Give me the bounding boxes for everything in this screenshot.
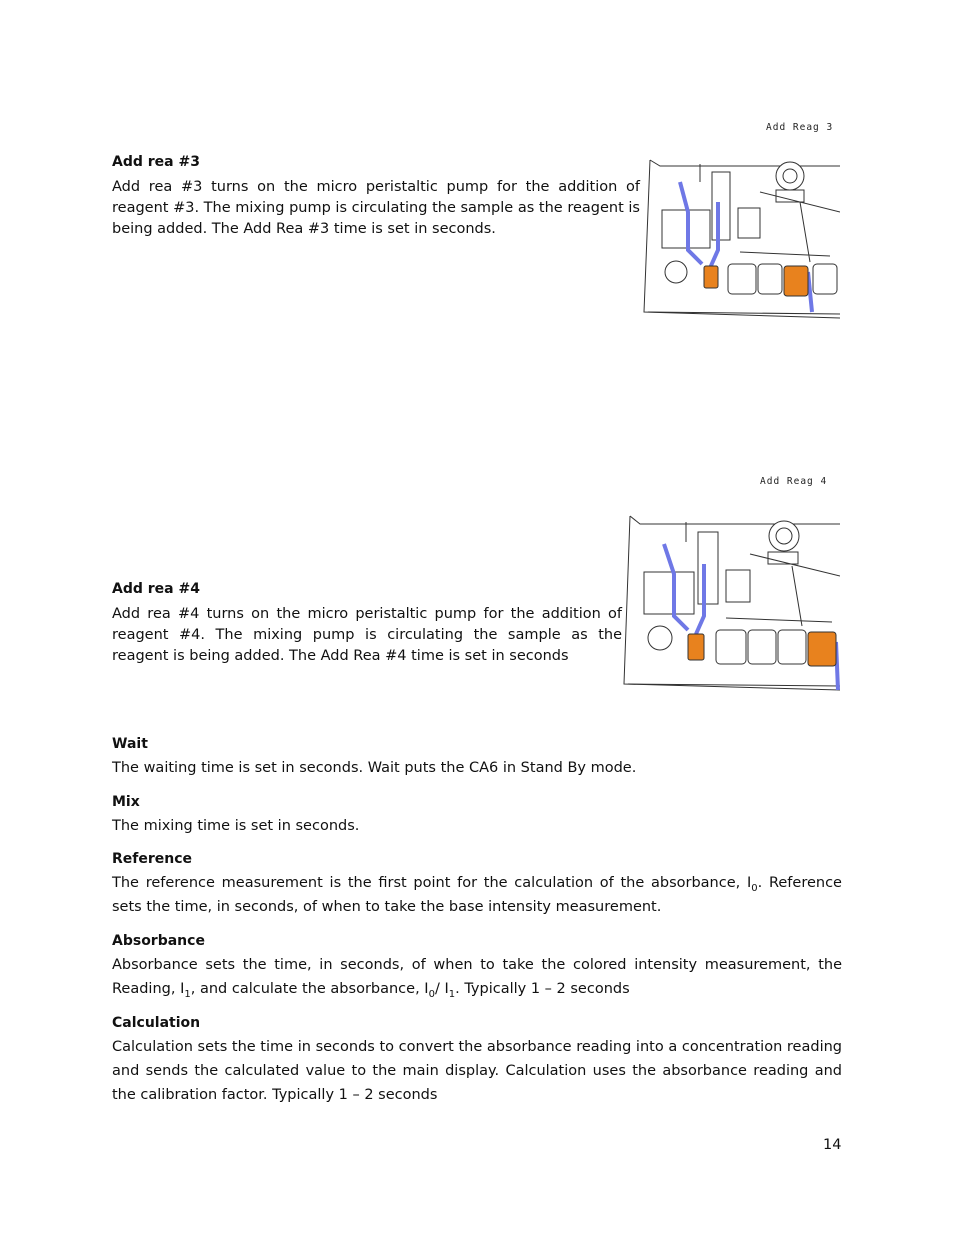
heading-add-rea-4: Add rea #4	[112, 581, 200, 597]
heading-calculation: Calculation	[112, 1015, 201, 1031]
paragraph-absorbance	[112, 953, 842, 1001]
absorbance-text-c: / I	[434, 981, 449, 997]
figure-caption-add-reag-4: Add Reag 4	[760, 476, 828, 487]
reference-text-b: . Reference sets the time, in seconds, of when to take the base intensity measurement.	[112, 875, 842, 915]
page-number: 14	[823, 1137, 842, 1153]
heading-add-rea-3: Add rea #3	[112, 154, 200, 170]
absorbance-text-d: . Typically 1 – 2 seconds	[455, 981, 630, 997]
subscript-one: 1	[184, 988, 191, 1000]
pump-highlight-left	[704, 266, 718, 288]
pump-highlight-right	[784, 266, 808, 296]
reference-text-a: The reference measurement is the first point for the calculation of the absorbance, I	[112, 875, 752, 891]
paragraph-wait: The waiting time is set in seconds. Wait puts the CA6 in Stand By mode.	[112, 760, 637, 776]
absorbance-text-a: Absorbance sets the time, in seconds, of when to take the colored intensity measurement, the Reading, I	[112, 957, 842, 997]
paragraph-reference	[112, 871, 842, 919]
subscript-one: 1	[448, 988, 456, 1000]
figure-caption-add-reag-3: Add Reag 3	[766, 122, 834, 133]
paragraph-add-rea-3: Add rea #3 turns on the micro peristaltic pump for the addition of reagent #3. The mixing pump is circulating the sample as the reagent is being added. The Add Rea #3 time is set in seconds.	[112, 179, 640, 237]
paragraph-calculation: Calculation sets the time in seconds to convert the absorbance reading into a concentration reading and sends the calculated value to the main display. Calculation uses the absorbance reading and the calibration factor. Typically 1 – 2 seconds	[112, 1039, 842, 1103]
pump-highlight-left	[688, 634, 704, 660]
heading-absorbance: Absorbance	[112, 933, 205, 949]
pump-highlight-right	[808, 632, 836, 666]
paragraph-add-rea-4: Add rea #4 turns on the micro peristaltic pump for the addition of reagent #4. The mixing pump is circulating the sample as the reagent is being added. The Add Rea #4 time is set in seconds	[112, 606, 622, 664]
absorbance-text-b: , and calculate the absorbance, I	[190, 981, 429, 997]
paragraph-mix: The mixing time is set in seconds.	[112, 818, 360, 834]
analyzer-diagram-add-reag-4	[622, 512, 840, 694]
subscript-zero: 0	[751, 882, 758, 894]
analyzer-diagram-add-reag-3	[640, 152, 840, 324]
heading-reference: Reference	[112, 851, 193, 867]
heading-mix: Mix	[112, 794, 140, 810]
heading-wait: Wait	[112, 736, 148, 752]
subscript-zero: 0	[428, 988, 435, 1000]
